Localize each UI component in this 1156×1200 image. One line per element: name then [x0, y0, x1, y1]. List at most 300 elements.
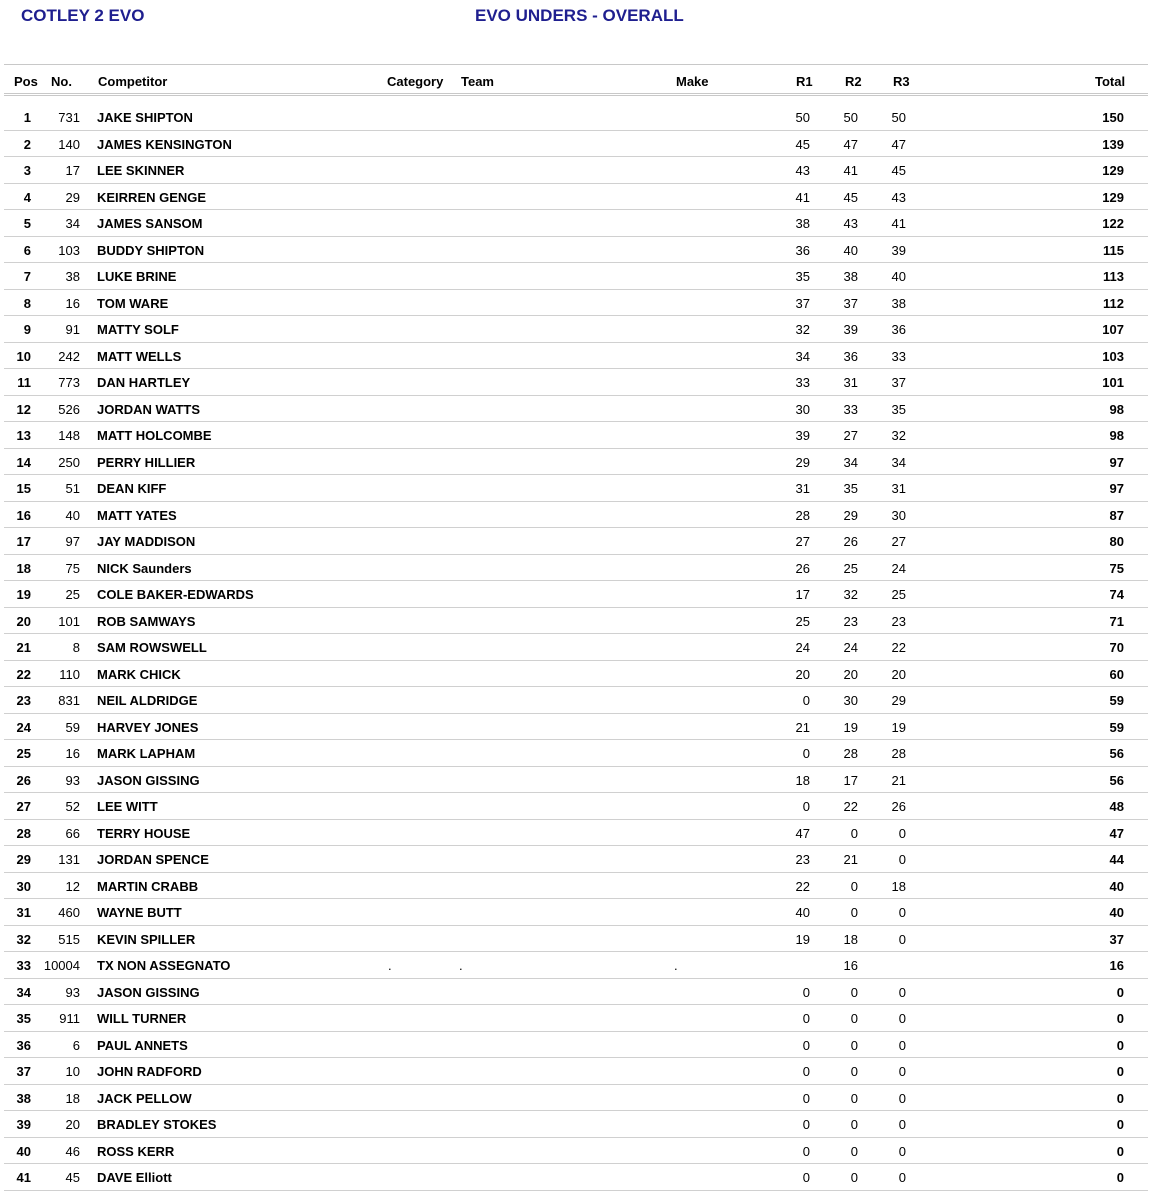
r1-cell: 21 [795, 719, 810, 735]
number-cell: 17 [65, 163, 80, 178]
r3-cell: 0 [898, 1037, 906, 1053]
r3-cell: 39 [891, 242, 906, 258]
total-cell: 139 [1102, 136, 1124, 152]
total-cell: 0 [1116, 1064, 1124, 1079]
competitor-cell: HARVEY JONES [97, 719, 199, 735]
r1-cell: 0 [802, 1090, 810, 1106]
r3-cell: 36 [891, 322, 906, 337]
col-r2: R2 [845, 74, 862, 89]
competitor-cell: TOM WARE [97, 295, 169, 311]
number-cell: 45 [65, 1170, 80, 1185]
total-cell: 16 [1109, 958, 1124, 973]
position-cell: 4 [23, 189, 31, 205]
competitor-cell: KEIRREN GENGE [97, 189, 207, 205]
col-make: Make [676, 74, 709, 89]
competitor-cell: SAM ROWSWELL [97, 640, 207, 655]
position-cell: 27 [16, 799, 31, 814]
position-cell: 7 [23, 269, 31, 284]
total-cell: 75 [1109, 560, 1124, 576]
r3-cell: 18 [891, 878, 906, 894]
competitor-cell: MARK CHICK [97, 666, 181, 682]
r2-cell: 40 [843, 242, 858, 258]
r2-cell: 0 [850, 984, 858, 1000]
table-row [4, 820, 1148, 847]
number-cell: 526 [58, 401, 80, 417]
competitor-cell: DAN HARTLEY [97, 375, 191, 390]
competitor-cell: LEE SKINNER [97, 163, 185, 178]
r3-cell: 40 [891, 269, 906, 284]
position-cell: 28 [16, 825, 31, 841]
number-cell: 38 [65, 269, 80, 284]
position-cell: 5 [23, 216, 31, 231]
total-cell: 70 [1109, 640, 1124, 655]
col-team: Team [461, 74, 494, 89]
competitor-cell: MATT HOLCOMBE [97, 428, 212, 443]
table-row [4, 449, 1148, 476]
r1-cell: 0 [802, 1011, 810, 1026]
competitor-cell: JASON GISSING [97, 772, 200, 788]
position-cell: 9 [23, 322, 31, 337]
r1-cell: 20 [795, 666, 810, 682]
position-cell: 21 [16, 640, 31, 655]
number-cell: 831 [58, 693, 80, 708]
r2-cell: 23 [843, 613, 858, 629]
r2-cell: 22 [843, 799, 858, 814]
category-cell: . [388, 958, 392, 973]
r3-cell: 21 [891, 772, 906, 788]
number-cell: 93 [65, 984, 80, 1000]
position-cell: 22 [16, 666, 31, 682]
competitor-cell: TERRY HOUSE [97, 825, 191, 841]
total-cell: 40 [1109, 905, 1124, 920]
number-cell: 75 [65, 560, 80, 576]
position-cell: 1 [23, 110, 31, 125]
table-row [4, 131, 1148, 158]
position-cell: 32 [16, 931, 31, 947]
number-cell: 773 [58, 375, 80, 390]
table-row [4, 502, 1148, 529]
number-cell: 131 [58, 852, 80, 867]
total-cell: 122 [1102, 216, 1124, 231]
table-row [4, 926, 1148, 953]
competitor-cell: MATT YATES [97, 507, 177, 523]
position-cell: 34 [16, 984, 31, 1000]
number-cell: 103 [58, 242, 80, 258]
make-cell: . [674, 958, 678, 973]
competitor-cell: ROSS KERR [97, 1143, 175, 1159]
table-row [4, 1138, 1148, 1165]
position-cell: 25 [16, 746, 31, 761]
r3-cell: 47 [891, 136, 906, 152]
competitor-cell: JOHN RADFORD [97, 1064, 202, 1079]
total-cell: 0 [1116, 984, 1124, 1000]
competitor-cell: NICK Saunders [97, 560, 192, 576]
r3-cell: 20 [891, 666, 906, 682]
table-header [4, 64, 1148, 96]
number-cell: 911 [59, 1011, 80, 1026]
number-cell: 40 [65, 507, 80, 523]
total-cell: 112 [1103, 295, 1124, 311]
r2-cell: 0 [850, 1143, 858, 1159]
number-cell: 59 [65, 719, 80, 735]
table-row [4, 634, 1148, 661]
r1-cell: 28 [795, 507, 810, 523]
total-cell: 0 [1116, 1117, 1124, 1132]
table-row [4, 316, 1148, 343]
table-row [4, 290, 1148, 317]
competitor-cell: COLE BAKER-EDWARDS [97, 587, 254, 602]
total-cell: 56 [1109, 746, 1124, 761]
competitor-cell: MARTIN CRABB [97, 878, 199, 894]
r2-cell: 33 [843, 401, 858, 417]
r3-cell: 34 [891, 454, 906, 470]
number-cell: 34 [65, 216, 80, 231]
number-cell: 731 [58, 110, 80, 125]
table-row [4, 899, 1148, 926]
number-cell: 148 [58, 428, 80, 443]
competitor-cell: JAY MADDISON [97, 534, 196, 549]
r2-cell: 19 [843, 719, 858, 735]
total-cell: 87 [1109, 507, 1124, 523]
r3-cell: 0 [898, 852, 906, 867]
number-cell: 10004 [43, 958, 80, 973]
position-cell: 14 [16, 454, 31, 470]
position-cell: 11 [17, 375, 31, 390]
r2-cell: 38 [843, 269, 858, 284]
r1-cell: 19 [795, 931, 810, 947]
number-cell: 250 [58, 454, 80, 470]
position-cell: 15 [16, 481, 31, 496]
r3-cell: 0 [898, 1143, 906, 1159]
r3-cell: 0 [898, 1090, 906, 1106]
number-cell: 10 [65, 1064, 80, 1079]
r3-cell: 45 [891, 163, 906, 178]
r3-cell: 43 [891, 189, 906, 205]
number-cell: 66 [65, 825, 80, 841]
r2-cell: 45 [843, 189, 858, 205]
table-row [4, 1164, 1148, 1191]
r3-cell: 27 [891, 534, 906, 549]
competitor-cell: MARK LAPHAM [97, 746, 196, 761]
r1-cell: 29 [795, 454, 810, 470]
table-row [4, 1058, 1148, 1085]
number-cell: 25 [65, 587, 80, 602]
position-cell: 24 [16, 719, 31, 735]
total-cell: 98 [1109, 401, 1124, 417]
r3-cell: 0 [898, 905, 906, 920]
position-cell: 16 [16, 507, 31, 523]
competitor-cell: JACK PELLOW [97, 1090, 192, 1106]
r2-cell: 41 [843, 163, 858, 178]
total-cell: 59 [1109, 693, 1124, 708]
table-row [4, 740, 1148, 767]
number-cell: 110 [59, 666, 80, 682]
competitor-cell: DAVE Elliott [97, 1170, 172, 1185]
competitor-cell: TX NON ASSEGNATO [97, 958, 231, 973]
total-cell: 47 [1109, 825, 1124, 841]
total-cell: 129 [1102, 163, 1124, 178]
r2-cell: 0 [850, 1170, 858, 1185]
competitor-cell: JORDAN SPENCE [97, 852, 209, 867]
total-cell: 37 [1109, 931, 1124, 947]
r3-cell: 30 [891, 507, 906, 523]
total-cell: 0 [1116, 1170, 1124, 1185]
number-cell: 16 [65, 746, 80, 761]
r3-cell: 0 [898, 825, 906, 841]
col-no: No. [51, 74, 72, 89]
r1-cell: 0 [802, 1117, 810, 1132]
r1-cell: 33 [795, 375, 810, 390]
total-cell: 48 [1109, 799, 1124, 814]
position-cell: 39 [16, 1117, 31, 1132]
number-cell: 460 [58, 905, 80, 920]
number-cell: 242 [58, 348, 80, 364]
r2-cell: 32 [843, 587, 858, 602]
r1-cell: 24 [795, 640, 810, 655]
r1-cell: 25 [795, 613, 810, 629]
r2-cell: 27 [843, 428, 858, 443]
r3-cell: 29 [891, 693, 906, 708]
position-cell: 40 [16, 1143, 31, 1159]
r1-cell: 31 [795, 481, 810, 496]
r1-cell: 36 [795, 242, 810, 258]
total-cell: 150 [1102, 110, 1124, 125]
position-cell: 19 [16, 587, 31, 602]
col-competitor: Competitor [98, 74, 168, 89]
position-cell: 10 [16, 348, 31, 364]
r3-cell: 33 [891, 348, 906, 364]
r2-cell: 39 [843, 322, 858, 337]
r2-cell: 0 [850, 1011, 858, 1026]
total-cell: 0 [1116, 1011, 1124, 1026]
r2-cell: 35 [843, 481, 858, 496]
r3-cell: 26 [891, 799, 906, 814]
table-row [4, 661, 1148, 688]
r2-cell: 30 [843, 693, 858, 708]
position-cell: 8 [23, 295, 31, 311]
competitor-cell: BUDDY SHIPTON [97, 242, 205, 258]
number-cell: 97 [65, 534, 80, 549]
position-cell: 6 [23, 242, 31, 258]
r1-cell: 32 [795, 322, 810, 337]
number-cell: 6 [72, 1037, 80, 1053]
total-cell: 107 [1102, 322, 1124, 337]
table-row [4, 184, 1148, 211]
r2-cell: 0 [850, 905, 858, 920]
r3-cell: 31 [891, 481, 906, 496]
competitor-cell: ROB SAMWAYS [97, 613, 196, 629]
table-row [4, 1111, 1148, 1138]
col-r3: R3 [893, 74, 910, 89]
competitor-cell: JAMES KENSINGTON [97, 136, 232, 152]
results-table [4, 104, 1148, 1191]
r1-cell: 0 [802, 799, 810, 814]
r2-cell: 28 [843, 746, 858, 761]
r1-cell: 27 [795, 534, 810, 549]
table-row [4, 422, 1148, 449]
number-cell: 91 [65, 322, 80, 337]
competitor-cell: KEVIN SPILLER [97, 931, 196, 947]
position-cell: 33 [16, 958, 31, 973]
r1-cell: 0 [802, 1064, 810, 1079]
number-cell: 515 [58, 931, 80, 947]
total-cell: 98 [1109, 428, 1124, 443]
competitor-cell: JORDAN WATTS [97, 401, 201, 417]
total-cell: 0 [1116, 1037, 1124, 1053]
r1-cell: 26 [795, 560, 810, 576]
r1-cell: 0 [802, 746, 810, 761]
table-row [4, 873, 1148, 900]
competitor-cell: WAYNE BUTT [97, 905, 182, 920]
r1-cell: 35 [795, 269, 810, 284]
table-row [4, 237, 1148, 264]
table-row [4, 263, 1148, 290]
r2-cell: 20 [843, 666, 858, 682]
r1-cell: 23 [795, 852, 810, 867]
r2-cell: 37 [843, 295, 858, 311]
class-title: EVO UNDERS - OVERALL [475, 6, 684, 25]
position-cell: 3 [23, 163, 31, 178]
r1-cell: 18 [795, 772, 810, 788]
number-cell: 20 [65, 1117, 80, 1132]
r1-cell: 30 [795, 401, 810, 417]
number-cell: 8 [72, 640, 80, 655]
r3-cell: 22 [891, 640, 906, 655]
r1-cell: 34 [795, 348, 810, 364]
r3-cell: 25 [891, 587, 906, 602]
r3-cell: 0 [898, 931, 906, 947]
position-cell: 2 [23, 136, 31, 152]
r3-cell: 0 [898, 1170, 906, 1185]
r2-cell: 24 [843, 640, 858, 655]
position-cell: 37 [16, 1064, 31, 1079]
r2-cell: 25 [843, 560, 858, 576]
total-cell: 71 [1109, 613, 1124, 629]
position-cell: 41 [16, 1170, 31, 1185]
table-row [4, 767, 1148, 794]
position-cell: 18 [16, 560, 31, 576]
table-row [4, 952, 1148, 979]
total-cell: 97 [1109, 481, 1124, 496]
r3-cell: 0 [898, 1064, 906, 1079]
position-cell: 38 [16, 1090, 31, 1106]
r2-cell: 21 [843, 852, 858, 867]
table-row [4, 210, 1148, 237]
r2-cell: 34 [843, 454, 858, 470]
table-row [4, 1085, 1148, 1112]
competitor-cell: PAUL ANNETS [97, 1037, 188, 1053]
r1-cell: 43 [795, 163, 810, 178]
r3-cell: 41 [891, 216, 906, 231]
total-cell: 113 [1103, 269, 1124, 284]
r3-cell: 0 [898, 984, 906, 1000]
total-cell: 115 [1103, 242, 1124, 258]
competitor-cell: LEE WITT [97, 799, 158, 814]
total-cell: 56 [1109, 772, 1124, 788]
r2-cell: 16 [843, 958, 858, 973]
position-cell: 26 [16, 772, 31, 788]
table-row [4, 343, 1148, 370]
r2-cell: 36 [843, 348, 858, 364]
table-row [4, 157, 1148, 184]
number-cell: 16 [65, 295, 80, 311]
total-cell: 59 [1109, 719, 1124, 735]
table-row [4, 528, 1148, 555]
r1-cell: 40 [795, 905, 810, 920]
competitor-cell: BRADLEY STOKES [97, 1117, 217, 1132]
r3-cell: 50 [891, 110, 906, 125]
competitor-cell: MATTY SOLF [97, 322, 179, 337]
r1-cell: 0 [802, 1037, 810, 1053]
total-cell: 44 [1109, 852, 1124, 867]
r1-cell: 50 [795, 110, 810, 125]
r1-cell: 41 [795, 189, 810, 205]
r3-cell: 19 [891, 719, 906, 735]
number-cell: 51 [65, 481, 80, 496]
r3-cell: 35 [891, 401, 906, 417]
r1-cell: 0 [802, 1170, 810, 1185]
r3-cell: 0 [898, 1117, 906, 1132]
r3-cell: 38 [891, 295, 906, 311]
position-cell: 30 [16, 878, 31, 894]
r3-cell: 24 [891, 560, 906, 576]
col-category: Category [387, 74, 444, 89]
table-row [4, 714, 1148, 741]
r1-cell: 38 [795, 216, 810, 231]
table-row [4, 396, 1148, 423]
position-cell: 20 [16, 613, 31, 629]
position-cell: 12 [16, 401, 31, 417]
r1-cell: 47 [795, 825, 810, 841]
number-cell: 101 [58, 613, 80, 629]
number-cell: 52 [65, 799, 80, 814]
r2-cell: 17 [843, 772, 858, 788]
competitor-cell: LUKE BRINE [97, 269, 177, 284]
r1-cell: 0 [802, 984, 810, 1000]
r2-cell: 50 [843, 110, 858, 125]
position-cell: 35 [16, 1011, 31, 1026]
competitor-cell: MATT WELLS [97, 348, 182, 364]
r1-cell: 39 [795, 428, 810, 443]
table-row [4, 369, 1148, 396]
position-cell: 23 [16, 693, 31, 708]
event-title: COTLEY 2 EVO [21, 6, 145, 25]
competitor-cell: NEIL ALDRIDGE [97, 693, 198, 708]
r2-cell: 26 [843, 534, 858, 549]
total-cell: 97 [1109, 454, 1124, 470]
r2-cell: 29 [843, 507, 858, 523]
r1-cell: 37 [795, 295, 810, 311]
table-row [4, 475, 1148, 502]
competitor-cell: JAMES SANSOM [97, 216, 203, 231]
r1-cell: 45 [795, 136, 810, 152]
table-row [4, 104, 1148, 131]
total-cell: 129 [1102, 189, 1124, 205]
r1-cell: 17 [795, 587, 810, 602]
r2-cell: 0 [850, 1064, 858, 1079]
competitor-cell: JAKE SHIPTON [97, 110, 193, 125]
table-row [4, 846, 1148, 873]
position-cell: 29 [16, 852, 31, 867]
r1-cell: 0 [802, 1143, 810, 1159]
team-cell: . [459, 958, 463, 973]
col-pos: Pos [14, 74, 38, 89]
number-cell: 18 [65, 1090, 80, 1106]
r3-cell: 23 [891, 613, 906, 629]
col-r1: R1 [796, 74, 813, 89]
table-row [4, 581, 1148, 608]
r3-cell: 37 [891, 375, 906, 390]
